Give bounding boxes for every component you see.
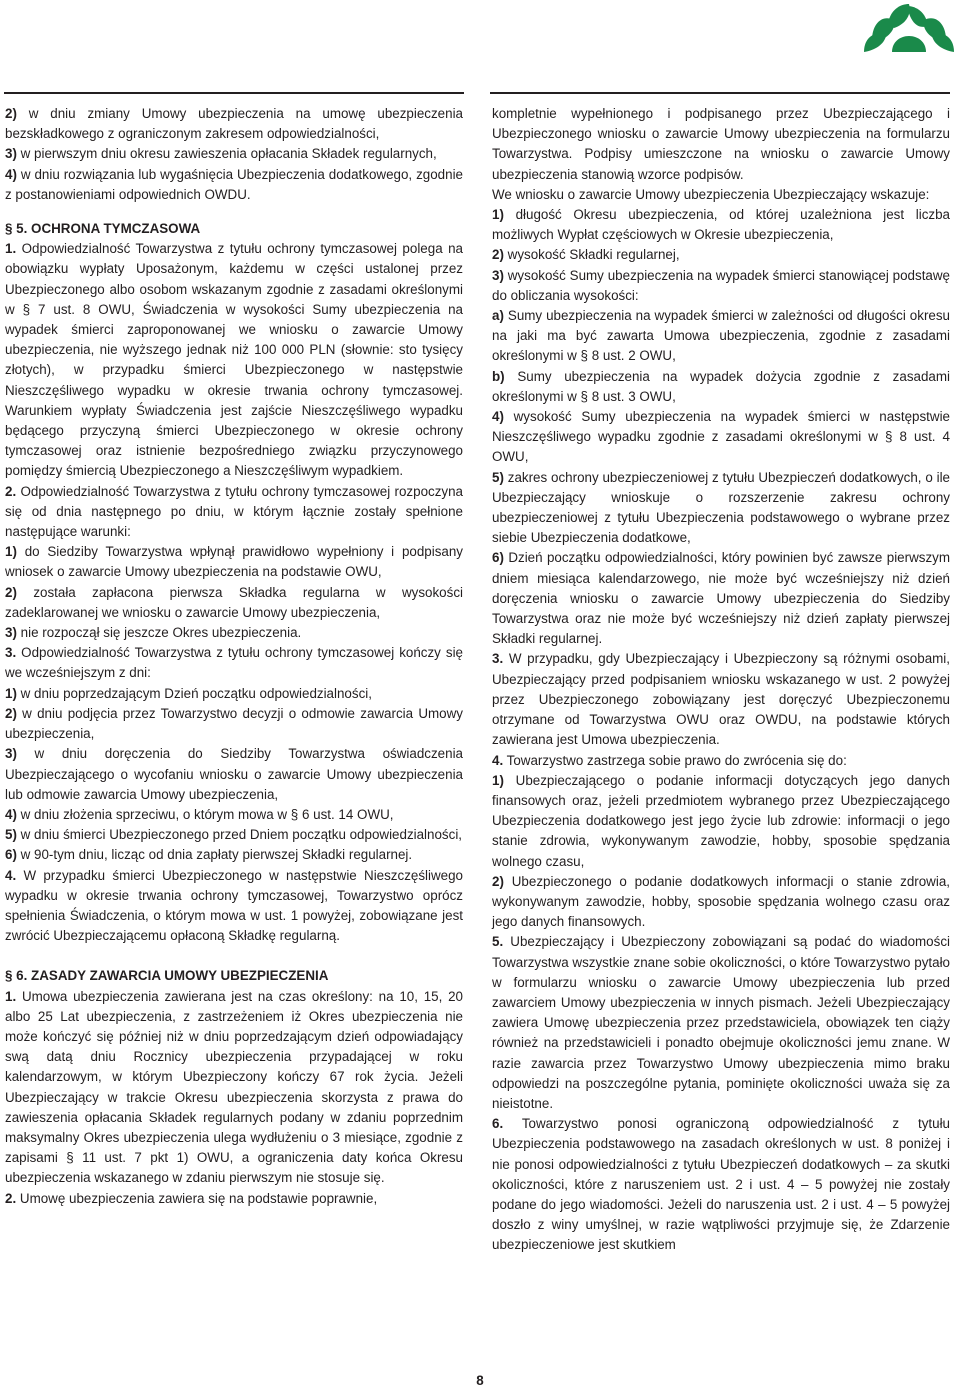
paragraph-text: w dniu doręczenia do Siedziby Towarzystwa oświadczenia Ubezpieczającego o wycofaniu wniosku o zawarcie Umowy ubezpieczenia lub odmowie zawarcia Umowy ubezpieczenia, (5, 746, 463, 802)
item-number: 2. (5, 483, 17, 499)
paragraph (5, 239, 463, 481)
item-number: 6) (492, 550, 504, 566)
section-heading: § 5. OCHRONA TYMCZASOWA (5, 221, 201, 237)
item-number: 1) (5, 685, 17, 701)
paragraph (5, 165, 463, 205)
paragraph (5, 643, 463, 683)
item-number: a) (492, 308, 504, 324)
paragraph (5, 704, 463, 744)
paragraph-text: zakres ochrony ubezpieczeniowej z tytułu Ubezpieczeń dodatkowych, o ile Ubezpieczający wnioskuje o rozszerzenie zakresu ochrony ubezpieczeniowej z tytułu Ubezpieczenia podstawowego o wybrane przez siebie Ubezpieczenia dodatkowe, (492, 469, 950, 546)
item-number: 2) (5, 705, 17, 721)
paragraph (5, 825, 463, 845)
paragraph (492, 245, 950, 265)
paragraph (5, 845, 463, 865)
section-heading: § 6. ZASADY ZAWARCIA UMOWY UBEZPIECZENIA (5, 968, 329, 984)
paragraph-text: We wniosku o zawarcie Umowy ubezpieczenia Ubezpieczający wskazuje: (492, 186, 930, 202)
paragraph-text: wysokość Sumy ubezpieczenia na wypadek śmierci w następstwie Nieszczęśliwego wypadku zgodnie z zasadami określonymi w § 8 ust. 4 OWU, (492, 409, 950, 465)
paragraph (492, 367, 950, 407)
paragraph (492, 306, 950, 367)
item-number: 6. (492, 1116, 504, 1132)
paragraph (492, 468, 950, 549)
item-number: 1) (492, 207, 504, 223)
paragraph (5, 987, 463, 1189)
paragraph-text: W przypadku śmierci Ubezpieczonego w następstwie Nieszczęśliwego wypadku w okresie trwania ochrony tymczasowej, Towarzystwo oprócz spełnienia Świadczenia, o którym mowa w ust. 1 powyżej, zobowiązane jest zwrócić Ubezpieczającemu opłaconą Składkę regularną. (5, 867, 463, 944)
paragraph (492, 266, 950, 306)
left-column (5, 104, 463, 1209)
paragraph (492, 104, 950, 185)
paragraph-text: W przypadku, gdy Ubezpieczający i Ubezpieczony są różnymi osobami, Ubezpieczający przed podpisaniem wniosku wskazanego w ust. 2 powyżej przez Ubezpieczonego zobowiązany jest doręczyć Ubezpieczonemu otrzymane od Towarzystwa OWU oraz OWDU, na podstawie których zawierana jest Umowa ubezpieczenia. (492, 651, 950, 748)
paragraph-text: w 90-tym dniu, licząc od dnia zapłaty pierwszej Składki regularnej. (16, 847, 413, 863)
paragraph (5, 1189, 463, 1209)
item-number: 3) (492, 267, 504, 283)
item-number: 4. (492, 752, 504, 768)
top-rule-left (4, 92, 464, 94)
item-number: 3) (5, 146, 17, 162)
item-number: 2) (492, 873, 504, 889)
paragraph-text: Towarzystwo ponosi ograniczoną odpowiedzialność z tytułu Ubezpieczenia podstawowego na zasadach określonych w ust. 8 poniżej i nie ponosi odpowiedzialności z tytułu Ubezpieczeń dodatkowych – za skutki okoliczności, które z naruszeniem ust. 2 i ust. 4 – 5 powyżej nie zostały podane do jego wiadomości. Jeżeli do naruszenia ust. 2 i ust. 4 – 5 powyżej doszło z winy umyślnej, w razie wątpliwości przyjmuje się, że Zdarzenie ubezpieczeniowe jest skutkiem (492, 1116, 950, 1253)
item-number: 3) (5, 625, 17, 641)
paragraph-text: Sumy ubezpieczenia na wypadek dożycia zgodnie z zasadami określonymi w § 8 ust. 3 OWU, (492, 368, 950, 404)
green-fan-logo-icon (862, 2, 956, 54)
paragraph (492, 1114, 950, 1255)
item-number: 3. (5, 645, 17, 661)
paragraph-text: w dniu poprzedzającym Dzień początku odpowiedzialności, (16, 685, 372, 701)
item-number: b) (492, 368, 505, 384)
paragraph (492, 932, 950, 1114)
paragraph-text: wysokość Sumy ubezpieczenia na wypadek śmierci stanowiącej podstawę do obliczania wysokości: (492, 267, 950, 303)
paragraph (5, 805, 463, 825)
paragraph (5, 482, 463, 543)
item-number: 3. (492, 651, 504, 667)
top-rule-right (490, 92, 950, 94)
paragraph-text: Dzień początku odpowiedzialności, który powinien być zawsze pierwszym dniem miesiąca kalendarzowego, nie może być wcześniejszy niż dzień doręczenia wniosku o zawarcie Umowy ubezpieczenia do Siedziby Towarzystwa oraz nie może być wcześniejszy niż dzień zapłaty pierwszej Składki regularnej. (492, 550, 950, 647)
paragraph (492, 649, 950, 750)
item-number: 4) (492, 409, 504, 425)
paragraph-text: długość Okresu ubezpieczenia, od której uzależniona jest liczba możliwych Wypłat częściowych w Okresie ubezpieczenia, (492, 207, 950, 243)
paragraph (5, 104, 463, 144)
paragraph-text: Umowa ubezpieczenia zawierana jest na czas określony: na 10, 15, 20 albo 25 Lat ubezpieczenia, z zastrzeżeniem iż Okres ubezpieczenia nie może kończyć się później niż w dniu poprzedzającym dzień odpowiadający swą datą dniu Rocznicy ubezpieczenia przypadającej w roku kalendarzowym, w którym Ubezpieczony kończy 67 rok życia. Jeżeli Ubezpieczający w trakcie Okresu ubezpieczenia skorzysta z prawa do zawieszenia opłacania Składek regularnych podany w zdaniu poprzednim maksymalny Okres ubezpieczenia ulega wydłużeniu o 3 miesiące, zgodnie z zapisami § 11 ust. 7 pkt 1) OWU, a ograniczenia daty końca Okresu ubezpieczenia wskazanego w zdaniu pierwszym nie stosuje się. (5, 988, 463, 1186)
paragraph-text: do Siedziby Towarzystwa wpłynął prawidłowo wypełniony i podpisany wniosek o zawarcie Umowy ubezpieczenia na podstawie OWU, (5, 544, 463, 580)
paragraph (5, 623, 463, 643)
item-number: 5. (492, 934, 504, 950)
paragraph-text: w pierwszym dniu okresu zawieszenia opłacania Składek regularnych, (16, 146, 437, 162)
paragraph-text: w dniu rozwiązania lub wygaśnięcia Ubezpieczenia dodatkowego, zgodnie z postanowieniami odpowiednich OWDU. (5, 166, 463, 202)
item-number: 2. (5, 1190, 17, 1206)
right-column (492, 104, 950, 1256)
paragraph-text: w dniu zmiany Umowy ubezpieczenia na umowę ubezpieczenia bezskładkowego z ograniczonym zakresem odpowiedzialności, (5, 106, 463, 142)
paragraph (492, 751, 950, 771)
paragraph-text: Ubezpieczającego o podanie informacji dotyczących jego danych finansowych oraz, jeżeli przedmiotem wybranego przez Ubezpieczającego Ubezpieczenia dodatkowego jest jego życie lub zdrowie: informacji o jego stanie zdrowia, wykonywanym zawodzie, hobby, sposobie spędzania wolnego czasu, (492, 772, 950, 869)
paragraph-text: Ubezpieczający i Ubezpieczony zobowiązani są podać do wiadomości Towarzystwa wszystkie znane sobie okoliczności, o które Towarzystwo pytało w formularzu wniosku o zawarcie Umowy ubezpieczenia lub przed zawarciem Umowy ubezpieczenia w innych pismach. Jeżeli Ubezpieczający zawiera Umowę ubezpieczenia przez przedstawiciela, obowiązek ten ciąży również na przedstawicieli i ponadto obejmuje okoliczności jemu znane. W razie zawarcia przez Towarzystwo Umowy ubezpieczenia mimo braku odpowiedzi na poszczególne pytania, pominięte okoliczności uważa się za nieistotne. (492, 934, 950, 1111)
paragraph-text: wysokość Składki regularnej, (503, 247, 680, 263)
paragraph-text: w dniu podjęcia przez Towarzystwo decyzji o odmowie zawarcia Umowy ubezpieczenia, (5, 705, 463, 742)
paragraph-text: Odpowiedzialność Towarzystwa z tytułu ochrony tymczasowej polega na obowiązku wypłaty Uposażonym, każdemu w części ustalonej przez Ubezpieczonego albo osobom wskazanym zgodnie z zasadami określonymi w § 7 ust. 8 OWU, Świadczenia w wysokości Sumy ubezpieczenia na wypadek śmierci zaproponowanej we wniosku o zawarcie Umowy ubezpieczenia, nie wyższego jednak niż 100 000 PLN (słownie: sto tysięcy złotych), w przypadku śmierci Ubezpieczonego w następstwie Nieszczęśliwego wypadku w okresie trwania ochrony tymczasowej. Warunkiem wypłaty Świadczenia jest zajście Nieszczęśliwego wypadku będącego przyczyną śmierci Ubezpieczonego w okresie ochrony tymczasowej oraz istnienie bezpośredniego związku przyczynowego pomiędzy śmiercią Ubezpieczonego a Nieszczęśliwym wypadkiem. (5, 241, 463, 479)
item-number: 2) (492, 247, 504, 263)
paragraph-text: Sumy ubezpieczenia na wypadek śmierci w zależności od długości okresu na jaki ma być zawarta Umowa ubezpieczenia, zgodnie z zasadami określonymi w § 8 ust. 2 OWU, (492, 308, 950, 364)
paragraph (492, 407, 950, 468)
paragraph (5, 866, 463, 947)
item-number: 4. (5, 867, 17, 883)
paragraph (5, 684, 463, 704)
item-number: 4) (5, 806, 17, 822)
item-number: 5) (492, 469, 504, 485)
paragraph-text: w dniu śmierci Ubezpieczonego przed Dniem początku odpowiedzialności, (16, 827, 463, 843)
paragraph (5, 744, 463, 805)
paragraph (492, 872, 950, 933)
paragraph (492, 771, 950, 872)
paragraph (492, 205, 950, 245)
item-number: 1. (5, 241, 17, 257)
item-number: 1) (492, 772, 504, 788)
item-number: 4) (5, 166, 17, 182)
item-number: 1. (5, 988, 17, 1004)
item-number: 5) (5, 827, 17, 843)
item-number: 3) (5, 746, 17, 762)
paragraph (492, 548, 950, 649)
paragraph-text: kompletnie wypełnionego i podpisanego przez Ubezpieczającego i Ubezpieczonego wniosku o zawarcie Umowy ubezpieczenia na formularzu Towarzystwa. Podpisy umieszczone na wniosku o zawarcie Umowy ubezpieczenia stanowią wzorce podpisów. (492, 106, 950, 182)
paragraph (5, 542, 463, 582)
item-number: 2) (5, 584, 17, 600)
item-number: 6) (5, 847, 17, 863)
paragraph (5, 144, 463, 164)
paragraph-text: została zapłacona pierwsza Składka regularna w wysokości zadeklarowanej we wniosku o zawarcie Umowy ubezpieczenia, (5, 584, 463, 620)
item-number: 1) (5, 544, 17, 560)
paragraph-text: Ubezpieczonego o podanie dodatkowych informacji o stanie zdrowia, wykonywanym zawodzie, hobby, sposobie spędzania wolnego czasu oraz jego danych finansowych. (492, 873, 950, 930)
paragraph-text: Towarzystwo zastrzega sobie prawo do zwrócenia się do: (503, 752, 847, 768)
paragraph (5, 583, 463, 623)
paragraph-text: nie rozpoczął się jeszcze Okres ubezpieczenia. (16, 625, 302, 641)
paragraph-text: Umowę ubezpieczenia zawiera się na podstawie poprawnie, (16, 1190, 378, 1206)
paragraph-text: w dniu złożenia sprzeciwu, o którym mowa w § 6 ust. 14 OWU, (16, 806, 394, 822)
page-number: 8 (476, 1373, 484, 1388)
paragraph (492, 185, 950, 205)
paragraph-text: Odpowiedzialność Towarzystwa z tytułu ochrony tymczasowej rozpoczyna się od dnia następnego po dniu, w którym łącznie zostały spełnione następujące warunki: (5, 483, 463, 540)
item-number: 2) (5, 106, 17, 121)
paragraph-text: Odpowiedzialność Towarzystwa z tytułu ochrony tymczasowej kończy się we wcześniejszym z dni: (5, 645, 463, 681)
